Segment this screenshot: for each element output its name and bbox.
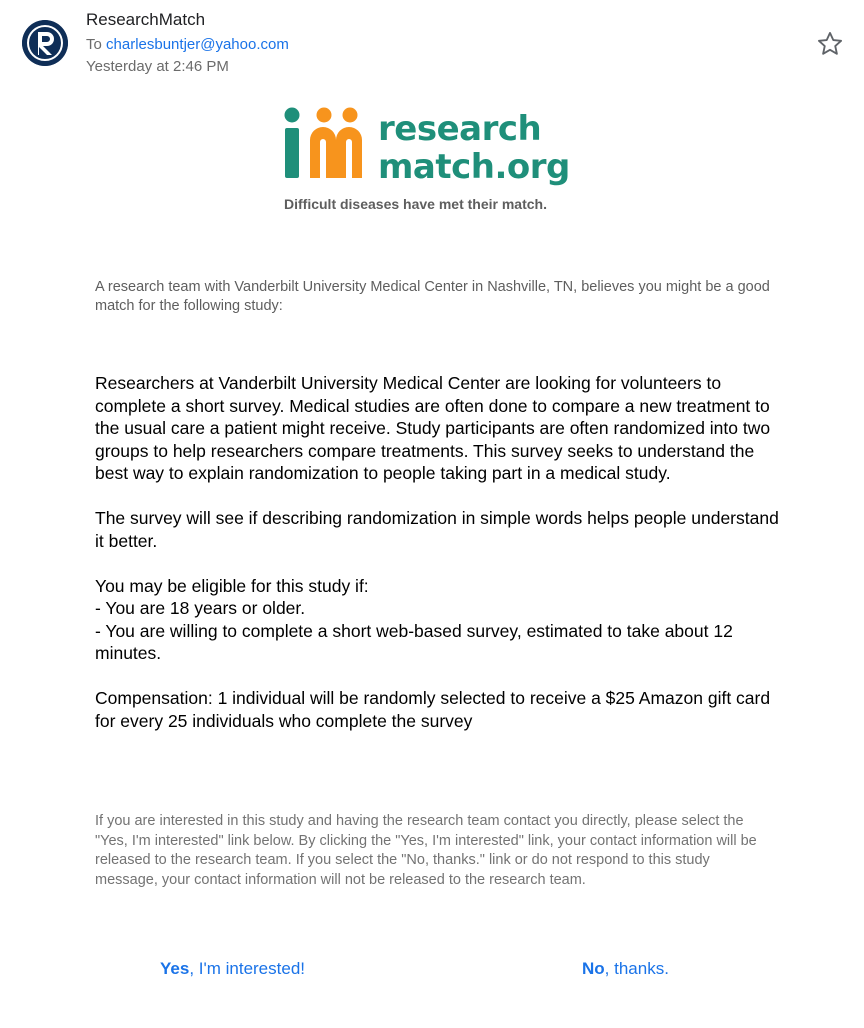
eligibility-item: - You are willing to complete a short web-based survey, estimated to take about 12 minutes. [95, 620, 733, 663]
yes-interested-link[interactable] [160, 959, 305, 979]
recipient-line [86, 36, 289, 53]
logo-word-match: match.org [378, 147, 570, 187]
compensation-text: Compensation: 1 individual will be randomly selected to receive a $25 Amazon gift card for every 25 individuals who complete the survey [95, 688, 771, 731]
survey-note: The survey will see if describing randomization in simple words helps people understand it better. [95, 508, 779, 551]
intro-text: A research team with Vanderbilt University Medical Center in Nashville, TN, believes you might be a good match for the following study: [95, 279, 770, 314]
star-icon[interactable] [816, 30, 844, 58]
yes-link-rest: , I'm interested! [189, 959, 305, 978]
sender-name: ResearchMatch [86, 10, 206, 29]
researchmatch-logo-icon [22, 20, 68, 66]
no-thanks-link[interactable] [582, 959, 669, 979]
yes-link-bold: Yes [160, 959, 190, 978]
eligibility-block [95, 575, 785, 665]
researchmatch-logo [280, 106, 600, 214]
email-timestamp: Yesterday at 2:46 PM [86, 58, 229, 75]
study-body [95, 372, 785, 755]
logo-word-research: research [378, 109, 542, 149]
eligibility-heading: You may be eligible for this study if: [95, 575, 369, 596]
logo-wordmark [378, 110, 570, 186]
logo-tagline: Difficult diseases have met their match. [284, 196, 547, 212]
study-description: Researchers at Vanderbilt University Medical Center are looking for volunteers to complete a short survey. Medical studies are often done to compare a new treatment to the usual care a patient might receive. Study participants are often randomized into two groups to help researchers compare treatments. This survey seeks to understand the best way to explain randomization to people taking part in a medical study. [95, 373, 771, 483]
people-logo-icon [280, 106, 370, 186]
disclaimer-text: If you are interested in this study and having the research team contact you directly, please select the "Yes, I'm interested" link below. By clicking the "Yes, I'm interested" link, your contact information will be released to the research team. If you select the "No, thanks." link or do not respond to this study message, your contact information will not be released to the research team. [95, 813, 757, 888]
sender-avatar [22, 20, 68, 66]
eligibility-item: - You are 18 years or older. [95, 598, 306, 618]
no-link-rest: , thanks. [604, 959, 669, 978]
recipient-email-link[interactable]: charlesbuntjer@yahoo.com [106, 36, 289, 53]
to-prefix: To [86, 36, 102, 53]
no-link-bold: No [582, 959, 605, 978]
